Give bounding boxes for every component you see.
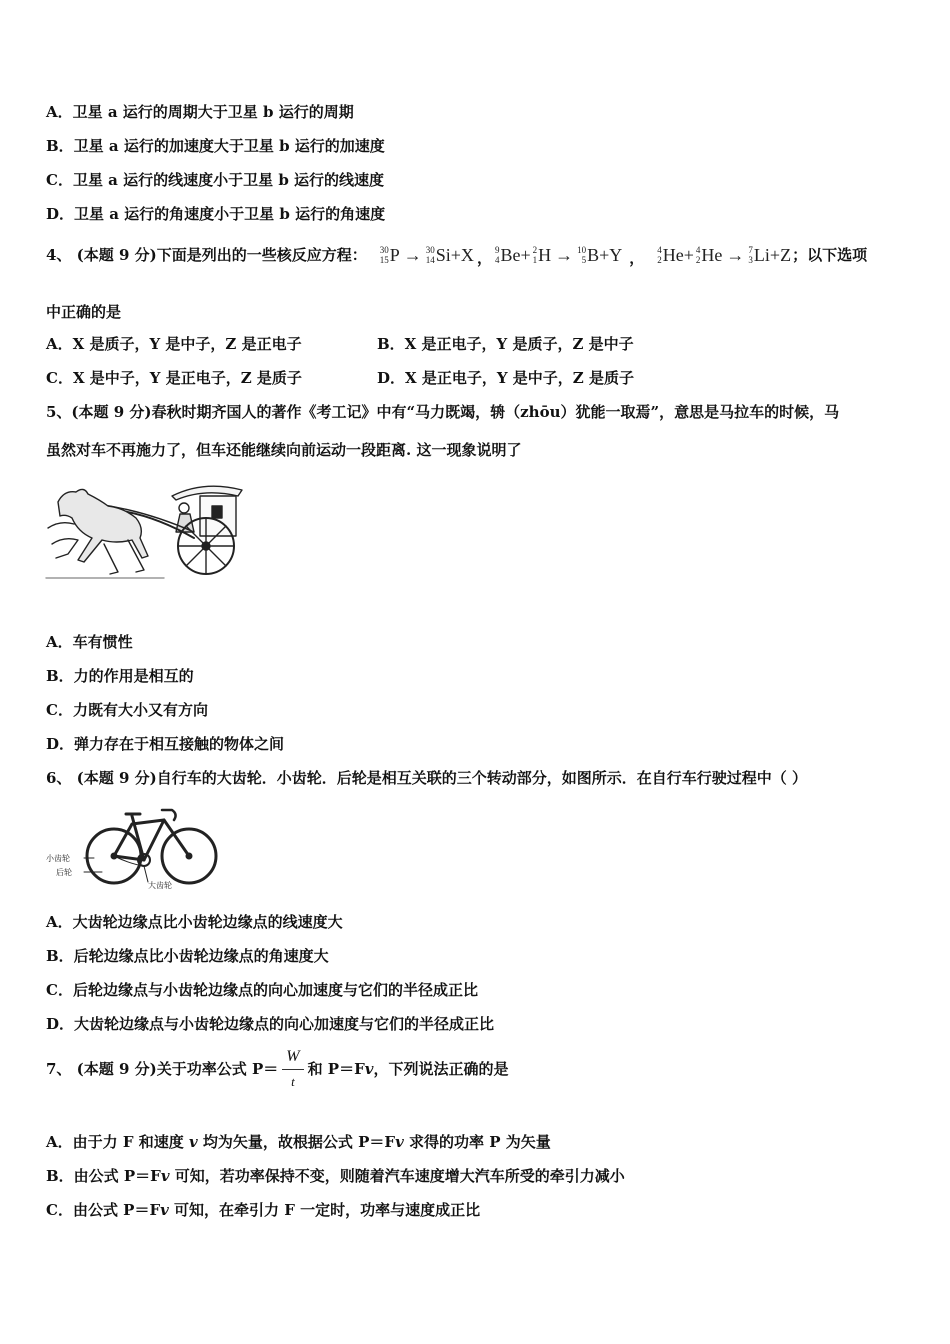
q4-equation-3: 4 2 He+ 4 2 He → 7 3 Li+Z — [657, 245, 792, 265]
q4-stem — [46, 240, 867, 270]
label-small-gear: 小齿轮 — [46, 854, 70, 863]
horse-chariot-figure — [44, 474, 246, 590]
label-rear-wheel: 后轮 — [56, 868, 72, 877]
q7-prefix: 7、 (本题 9 分)关于功率公式 P＝ — [46, 1060, 279, 1078]
q6-option-c: C．后轮边缘点与小齿轮边缘点的向心加速度与它们的半径成正比 — [46, 981, 478, 999]
bicycle-figure — [44, 798, 220, 892]
q4-stem-cont: 中正确的是 — [46, 303, 122, 321]
q6-option-a: A．大齿轮边缘点比小齿轮边缘点的线速度大 — [46, 913, 343, 931]
q5-stem-line1: 5、(本题 9 分)春秋时期齐国人的著作《考工记》中有“马力既竭，辀（zhōu）犹能一取焉”，意思是马拉车的时候，马 — [46, 403, 840, 421]
q7-power-fraction — [282, 1047, 303, 1092]
q7-stem — [46, 1044, 508, 1094]
q4-equation-2: 9 4 Be+ 2 1 H → 10 5 B+Y — [494, 245, 623, 265]
q7-suffix: ，下列说法正确的是 — [373, 1060, 509, 1078]
q3-option-d: D．卫星 a 运行的角速度小于卫星 b 运行的角速度 — [46, 205, 386, 223]
q4-sep-1: ， — [476, 249, 492, 267]
q4-suffix: ；以下选项 — [792, 246, 868, 264]
q5-stem-line2: 虽然对车不再施力了，但车还能继续向前运动一段距离. 这一现象说明了 — [46, 441, 522, 459]
q3-option-a: A．卫星 a 运行的周期大于卫星 b 运行的周期 — [46, 103, 354, 121]
q3-option-c: C．卫星 a 运行的线速度小于卫星 b 运行的线速度 — [46, 171, 385, 189]
q4-option-b: B．X 是正电子，Y 是质子，Z 是中子 — [377, 335, 634, 353]
q5-option-d: D．弹力存在于相互接触的物体之间 — [46, 735, 285, 753]
q4-option-a: A．X 是质子，Y 是中子，Z 是正电子 — [46, 335, 302, 353]
q7-mid: 和 P＝F — [307, 1060, 365, 1078]
q4-option-c: C．X 是中子，Y 是正电子，Z 是质子 — [46, 369, 302, 387]
q6-stem: 6、 (本题 9 分)自行车的大齿轮．小齿轮．后轮是相互关联的三个转动部分，如图所示．在自行车行驶过程中（ ） — [46, 769, 807, 787]
q5-option-c: C．力既有大小又有方向 — [46, 701, 208, 719]
q7-v: v — [364, 1060, 374, 1078]
q7-fraction-denominator: t — [291, 1073, 295, 1089]
q7-option-b: B．由公式 P＝Fv 可知，若功率保持不变，则随着汽车速度增大汽车所受的牵引力减小 — [46, 1167, 625, 1185]
q3-option-b: B．卫星 a 运行的加速度大于卫星 b 运行的加速度 — [46, 137, 385, 155]
bicycle-drawing — [44, 798, 220, 892]
label-big-gear: 大齿轮 — [148, 881, 172, 890]
q4-prefix: 4、 (本题 9 分)下面是列出的一些核反应方程： — [46, 246, 367, 264]
q5-option-b: B．力的作用是相互的 — [46, 667, 194, 685]
q4-option-d: D．X 是正电子，Y 是中子，Z 是质子 — [377, 369, 634, 387]
q7-fraction-numerator: W — [282, 1047, 303, 1070]
q4-equation-1: 30 15 P → 30 14 Si+X — [379, 245, 474, 265]
q7-option-a: A．由于力 F 和速度 v 均为矢量，故根据公式 P＝Fv 求得的功率 P 为矢量 — [46, 1133, 551, 1151]
q6-option-b: B．后轮边缘点比小齿轮边缘点的角速度大 — [46, 947, 329, 965]
q5-option-a: A．车有惯性 — [46, 633, 133, 651]
q6-option-d: D．大齿轮边缘点与小齿轮边缘点的向心加速度与它们的半径成正比 — [46, 1015, 495, 1033]
q7-option-c: C．由公式 P＝Fv 可知，在牵引力 F 一定时，功率与速度成正比 — [46, 1201, 481, 1219]
q4-sep-2: ， — [629, 249, 645, 267]
